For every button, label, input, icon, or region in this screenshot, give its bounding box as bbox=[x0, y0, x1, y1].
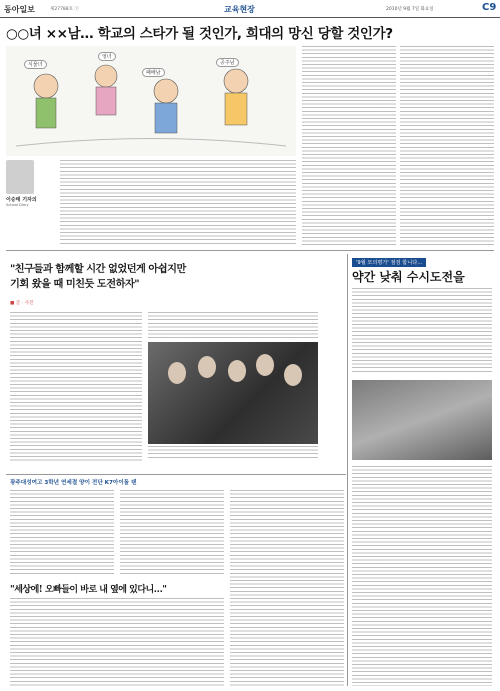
box-body-text bbox=[352, 466, 492, 686]
body-text-column bbox=[302, 46, 396, 246]
feature-quote-line: 기회 왔을 때 미친듯 도전하자" bbox=[10, 278, 140, 290]
body-text-column bbox=[10, 490, 114, 574]
cartoon-illustration bbox=[6, 46, 296, 156]
second-quote: "세상에! 오빠들이 바로 내 옆에 있다니…" bbox=[10, 585, 167, 595]
feature-subhead: 광주대성여고 3학년 연세결 양이 전단 K7아이돌 텐 bbox=[10, 480, 137, 486]
column-divider bbox=[347, 254, 348, 686]
column-author: 이승태 기자의 bbox=[6, 197, 37, 203]
column-body-text bbox=[60, 160, 296, 244]
feature-quote-line: "친구들과 함께할 시간 없었던게 아쉽지만 bbox=[10, 263, 186, 275]
feature-body-text bbox=[10, 312, 142, 462]
body-text-column bbox=[10, 598, 224, 686]
section-name: 교육현장 bbox=[224, 5, 255, 14]
column-author-block bbox=[6, 160, 56, 208]
photo-caption bbox=[148, 446, 318, 458]
column-subtitle: School Diary bbox=[6, 203, 29, 207]
section-divider bbox=[6, 474, 346, 475]
issue-number: 제27788호 ⓒ bbox=[50, 7, 79, 12]
feature-quote bbox=[10, 262, 186, 292]
box-body-text bbox=[352, 288, 492, 374]
feature-body-text bbox=[148, 312, 318, 338]
body-text-column bbox=[120, 490, 224, 574]
illustration-label: 식물녀 bbox=[24, 60, 47, 69]
box-tag: '9월 모의평가' 점검 합니다… bbox=[352, 258, 426, 267]
publication-name: 동아일보 bbox=[4, 4, 35, 14]
page-number: C9 bbox=[482, 2, 497, 13]
group-photo bbox=[148, 342, 318, 444]
classroom-photo bbox=[352, 380, 492, 460]
feature-byline: ■ 글 · 사진 bbox=[10, 301, 34, 306]
masthead bbox=[0, 0, 500, 18]
box-title: 약간 낮춰 수시도전을 bbox=[352, 270, 465, 284]
illustration-label: 패배남 bbox=[142, 68, 165, 77]
illustration-label: 엉녀 bbox=[98, 52, 116, 61]
body-text-column bbox=[230, 490, 344, 686]
main-headline: ○○녀 ××남… 학교의 스타가 될 것인가, 희대의 망신 당할 것인가? bbox=[6, 26, 393, 42]
body-text-column bbox=[400, 46, 494, 246]
publication-date: 2010년 9월 7일 화요일 bbox=[386, 7, 434, 12]
cartoon-figures-image bbox=[6, 46, 296, 156]
section-divider bbox=[6, 250, 494, 251]
author-photo bbox=[6, 160, 34, 194]
illustration-label: 공주님 bbox=[216, 58, 239, 67]
